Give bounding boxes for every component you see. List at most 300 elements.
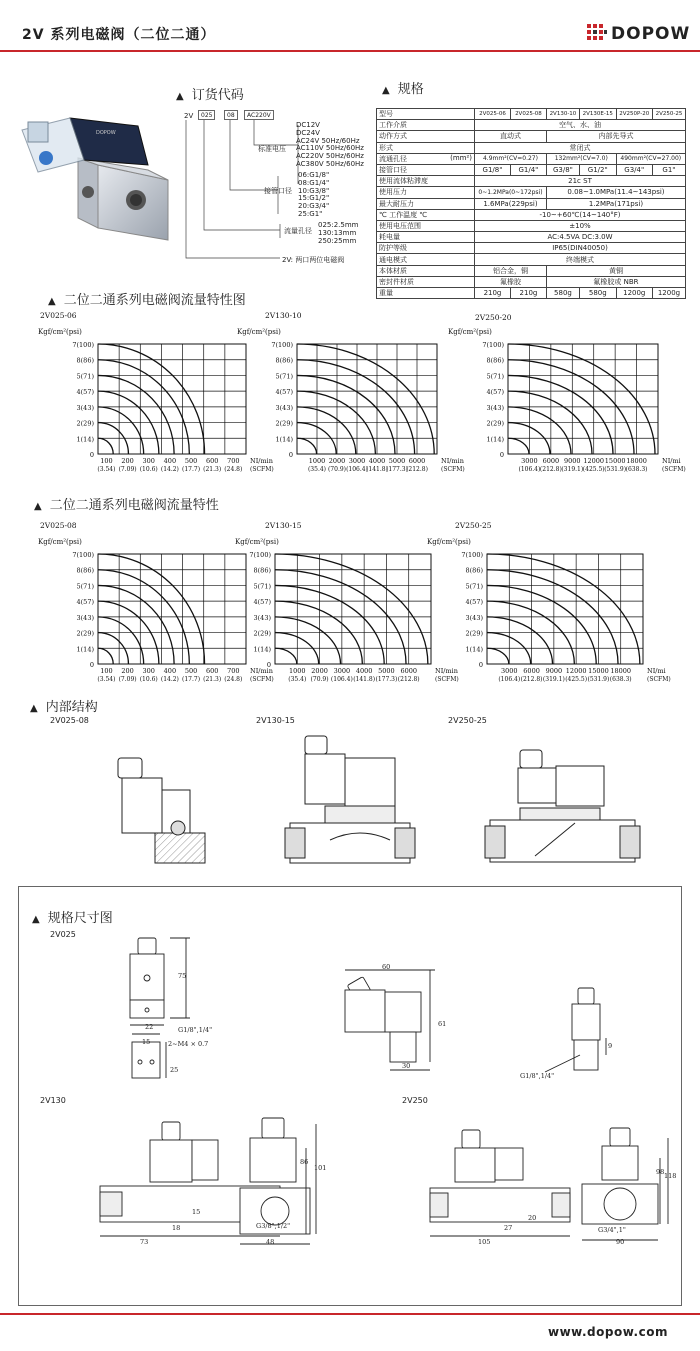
y-tick-label: 8(86) (76, 356, 94, 365)
orifice-label: 流量孔径 (284, 227, 312, 235)
port-option: 08:G1/4" (298, 178, 330, 187)
x-tick-sublabel: (24.8) (224, 676, 243, 683)
dim-model-label: 2V025 (50, 930, 76, 939)
footer-rule (0, 1313, 700, 1315)
dim-label: 105 (478, 1238, 491, 1246)
spec-key (377, 153, 475, 164)
x-tick-label: 1000 (308, 457, 326, 465)
spec-value: 1200g (616, 288, 652, 299)
x-axis-label: NI/min (435, 667, 458, 675)
x-tick-sublabel: (17.7) (182, 676, 201, 683)
port-option: 10:G3/8" (298, 186, 330, 195)
x-tick-sublabel: (70.9) (327, 466, 347, 473)
spec-key: 最大耐压力 (377, 198, 475, 209)
x-tick-sublabel: (35.4) (288, 676, 307, 683)
chart-title: 2V250-20 (475, 313, 512, 322)
flow-curve (98, 438, 113, 454)
y-tick-label: 1(14) (76, 435, 94, 444)
x-tick-label: 600 (205, 457, 219, 465)
y-axis-label: Kgf/cm²(psi) (448, 328, 492, 336)
x-tick-sublabel: (17.7) (182, 466, 201, 473)
spec-key: ℃ 工作温度 ℃ (377, 209, 475, 220)
spec-table (376, 108, 686, 299)
x-tick-label: 6000 (542, 457, 560, 465)
x-tick-label: 12000 (583, 457, 605, 465)
x-tick-sublabel: (3.54) (97, 466, 116, 473)
spec-value: 0.08~1.0MPa(11.4~143psi) (546, 187, 685, 198)
spec-value: 1.2MPa(171psi) (546, 198, 685, 209)
code-prefix: 2V (184, 112, 194, 120)
port-option: 06:G1/8" (298, 171, 330, 179)
x-tick-label: 15000 (588, 667, 609, 675)
spec-row (377, 176, 686, 187)
y-tick-label: 3(43) (76, 613, 94, 622)
x-tick-sublabel: (14.2) (160, 676, 179, 683)
spec-cell: 2V025-08 (510, 109, 546, 120)
x-tick-label: 300 (142, 457, 155, 465)
spec-key: 防护等级 (377, 243, 475, 254)
voltage-option: AC24V 50Hz/60Hz (296, 136, 360, 145)
spec-value: 空气、水、油 (475, 120, 686, 131)
spec-value: G1/4" (510, 164, 546, 175)
x-tick-label: 9000 (564, 457, 581, 465)
port-option: 20:G3/4" (298, 202, 330, 211)
y-tick-label: 7(100) (72, 341, 94, 349)
spec-row (377, 153, 686, 164)
y-tick-label: 2(29) (76, 419, 94, 428)
dim-label: G1/8",1/4" (178, 1026, 213, 1034)
chart-title: 2V130-15 (265, 521, 302, 530)
x-tick-label: 100 (100, 457, 113, 465)
x-tick-label: 6000 (523, 667, 540, 675)
spec-value: -10~+60℃(14~140°F) (475, 209, 686, 220)
x-tick-label: 3000 (521, 457, 538, 465)
dim-label: 61 (438, 1020, 447, 1028)
chart-title: 2V025-06 (40, 311, 77, 320)
y-tick-label: 2(29) (253, 629, 271, 638)
product-photo (8, 100, 178, 260)
spec-value: 终端模式 (475, 254, 686, 265)
orifice-options (318, 222, 359, 245)
port-option: 15:G1/2" (298, 194, 330, 203)
y-tick-label: 5(71) (486, 372, 504, 381)
dim-label: 30 (402, 1062, 411, 1070)
y-axis-label: Kgf/cm²(psi) (427, 538, 471, 546)
spec-row (377, 232, 686, 243)
x-tick-label: 5000 (388, 457, 406, 465)
x-tick-label: 2000 (328, 457, 346, 465)
triangle-icon: ▲ (48, 296, 56, 307)
flow-chart-title-2: ▲ 二位二通系列电磁阀流量特性 (34, 498, 219, 513)
x-tick-label: 9000 (545, 667, 563, 675)
x-tick-label: 18000 (626, 457, 647, 465)
flow-curve (98, 617, 144, 664)
x-tick-label: 200 (121, 667, 134, 675)
internal-title: ▲ 内部结构 (30, 700, 98, 715)
dim-model-label: 2V250 (402, 1096, 428, 1105)
triangle-icon: ▲ (30, 703, 38, 714)
x-tick-sublabel: (10.6) (139, 676, 158, 683)
flow-curve (508, 407, 571, 454)
spec-value: G3/8" (546, 164, 579, 175)
y-tick-label: 3(43) (76, 403, 94, 412)
y-tick-label: 2(29) (465, 629, 483, 638)
y-tick-label: 5(71) (253, 582, 271, 591)
internal-model-label: 2V250-25 (448, 716, 487, 725)
order-code-title: ▲ 订货代码 (176, 88, 244, 103)
spec-value: 铝合金，铜 (475, 265, 547, 276)
x-axis-label: NI/min (441, 457, 464, 465)
x-tick-sublabel: (10.6) (139, 466, 158, 473)
y-tick-label: 5(71) (76, 582, 94, 591)
x-axis-label: (SCFM) (647, 676, 671, 683)
spec-row (377, 276, 686, 287)
flow-curve (297, 407, 356, 454)
dim-label: 20 (528, 1214, 537, 1222)
y-tick-label: 8(86) (253, 566, 271, 575)
voltage-option: AC110V 50Hz/60Hz (296, 144, 364, 153)
orifice-option: 025:2.5mm (318, 221, 359, 229)
spec-key: 接管口径 (377, 164, 475, 175)
dim-label: 86 (300, 1158, 309, 1166)
voltage-option: DC12V (296, 121, 320, 129)
chart-title: 2V250-25 (455, 521, 492, 530)
spec-value: 1200g (652, 288, 685, 299)
y-tick-label: 4(57) (465, 598, 483, 607)
spec-value: 210g (510, 288, 546, 299)
triangle-icon: ▲ (34, 501, 42, 512)
x-tick-sublabel: (141.8) (353, 676, 376, 683)
y-tick-label: 0 (499, 451, 504, 459)
x-tick-sublabel: (531.9) (604, 466, 627, 473)
x-tick-sublabel: (141.8) (366, 466, 388, 473)
spec-key: 重量 (377, 288, 475, 299)
flow-chart-title-1: ▲ 二位二通系列电磁阀流量特性图 (48, 293, 246, 308)
dim-label: 22 (145, 1023, 154, 1031)
y-tick-label: 5(71) (76, 372, 94, 381)
dim-label: 9 (608, 1042, 613, 1050)
x-axis-label: (SCFM) (662, 466, 686, 473)
spec-key: 本体材质 (377, 265, 475, 276)
x-tick-sublabel: (106.4) (498, 676, 521, 683)
x-axis-label: NI/min (250, 457, 273, 465)
spec-value: AC:4.5VA DC:3.0W (475, 232, 686, 243)
spec-row (377, 209, 686, 220)
y-tick-label: 7(100) (271, 341, 293, 349)
spec-value: 0~1.2MPa(0~172psi) (475, 187, 547, 198)
x-tick-label: 2000 (311, 667, 328, 675)
port-label: 接管口径 (264, 187, 292, 195)
dim-label: 15 (192, 1208, 201, 1216)
flow-curve (487, 617, 553, 664)
x-tick-sublabel: (35.4) (307, 466, 327, 473)
dim-label: 18 (172, 1224, 181, 1232)
x-tick-label: 600 (205, 667, 219, 675)
dim-label: 90 (616, 1238, 625, 1246)
x-tick-label: 5000 (378, 667, 395, 675)
spec-value: 内部先导式 (546, 131, 685, 142)
flow-curve (275, 648, 297, 664)
spec-value: 580g (579, 288, 616, 299)
spec-value: 210g (475, 288, 511, 299)
x-axis-label: NI/min (250, 667, 273, 675)
y-tick-label: 4(57) (253, 598, 271, 607)
x-axis-label: (SCFM) (435, 676, 459, 683)
chart-title: 2V025-08 (40, 521, 77, 530)
flow-curve (297, 438, 317, 454)
dim-label: 101 (314, 1164, 327, 1172)
orifice-option: 250:25mm (318, 236, 357, 245)
x-tick-sublabel: (531.9) (587, 676, 610, 683)
y-tick-label: 8(86) (486, 356, 504, 365)
port-option: 25:G1" (298, 209, 323, 218)
y-tick-label: 2(29) (275, 419, 293, 428)
spec-row (377, 142, 686, 153)
spec-row (377, 288, 686, 299)
brand-logo (586, 22, 691, 46)
flow-curve (98, 648, 113, 664)
y-tick-label: 7(100) (461, 551, 483, 559)
code-box-orifice: 025 (198, 110, 215, 120)
flow-chart-2v250-20 (450, 308, 690, 493)
flow-chart-2v025-06 (30, 308, 274, 493)
y-tick-label: 2(29) (76, 629, 94, 638)
dimensions-title: ▲ 规格尺寸图 (32, 911, 113, 926)
x-tick-label: 700 (227, 457, 240, 465)
x-tick-sublabel: (24.8) (224, 466, 243, 473)
spec-row (377, 265, 686, 276)
x-tick-label: 12000 (565, 667, 587, 675)
flow-curve (508, 438, 529, 454)
spec-value: IP65(DIN40050) (475, 243, 686, 254)
spec-key: 动作方式 (377, 131, 475, 142)
dopow-logo-icon (586, 23, 608, 45)
spec-value: 氟橡胶或 NBR (546, 276, 685, 287)
dim-label: 48 (266, 1238, 275, 1246)
voltage-option: AC380V 50Hz/60Hz (296, 159, 364, 168)
y-axis-label: Kgf/cm²(psi) (38, 328, 82, 336)
y-tick-label: 3(43) (486, 403, 504, 412)
spec-key: 使用流体粘滞度 (377, 176, 475, 187)
spec-key: 使用电压范围 (377, 220, 475, 231)
spec-value: 132mm²(CV=7.0) (546, 153, 616, 164)
y-tick-label: 8(86) (275, 356, 293, 365)
spec-key: 通电模式 (377, 254, 475, 265)
header-rule (0, 50, 700, 52)
y-tick-label: 2(29) (486, 419, 504, 428)
y-tick-label: 1(14) (76, 645, 94, 654)
spec-value: 1.6MPa(229psi) (475, 198, 547, 209)
x-tick-sublabel: (106.4) (330, 676, 353, 683)
spec-value: 直动式 (475, 131, 547, 142)
y-tick-label: 4(57) (76, 388, 94, 397)
x-tick-sublabel: (3.54) (97, 676, 116, 683)
dim-label: 2~M4 × 0.7 (168, 1040, 209, 1048)
spec-value: 580g (546, 288, 579, 299)
y-tick-label: 7(100) (482, 341, 504, 349)
port-options (298, 172, 329, 219)
spec-value: 21c ST (475, 176, 686, 187)
spec-value: ±10% (475, 220, 686, 231)
y-tick-label: 0 (89, 661, 94, 669)
y-axis-label: Kgf/cm²(psi) (237, 328, 281, 336)
spec-row (377, 220, 686, 231)
spec-key: 形式 (377, 142, 475, 153)
dim-label: 75 (178, 972, 187, 980)
x-axis-label: (SCFM) (250, 466, 274, 473)
dim-drawing-2v130-2v250 (90, 1108, 670, 1258)
y-tick-label: 3(43) (465, 613, 483, 622)
x-tick-sublabel: (7.09) (118, 676, 137, 683)
x-tick-sublabel: (212.8) (397, 676, 420, 683)
voltage-option: DC24V (296, 128, 320, 137)
spec-cell: 2V130E-15 (579, 109, 616, 120)
x-tick-sublabel: (425.5) (565, 676, 588, 683)
x-tick-sublabel: (70.9) (310, 676, 329, 683)
spec-value: 490mm²(CV=27.00) (616, 153, 685, 164)
y-tick-label: 8(86) (465, 566, 483, 575)
x-tick-label: 300 (142, 667, 155, 675)
x-tick-label: 200 (121, 457, 134, 465)
x-tick-sublabel: (106.4) (518, 466, 541, 473)
x-tick-label: 100 (100, 667, 113, 675)
dim-label: 98 (656, 1168, 665, 1176)
brand-name: DOPOW (611, 24, 691, 44)
dim-label: 15 (142, 1038, 151, 1046)
x-tick-label: 500 (184, 667, 198, 675)
spec-key: 使用压力 (377, 187, 475, 198)
spec-value: 常闭式 (475, 142, 686, 153)
x-axis-label: NI/mi (662, 457, 681, 465)
x-tick-sublabel: (177.3) (386, 466, 408, 473)
dim-label: 25 (170, 1066, 179, 1074)
flow-chart-2v025-08 (30, 518, 274, 698)
y-tick-label: 0 (478, 661, 483, 669)
spec-row (377, 164, 686, 175)
x-tick-sublabel: (319.1) (561, 466, 584, 473)
spec-cell: 2V250P-20 (616, 109, 652, 120)
y-axis-label: Kgf/cm²(psi) (38, 538, 82, 546)
spec-value: G1" (652, 164, 685, 175)
x-tick-label: 3000 (333, 667, 351, 675)
x-tick-label: 1000 (289, 667, 306, 675)
dim-label: 60 (382, 963, 391, 971)
spec-title: ▲ 规格 (382, 82, 424, 97)
spec-cell: 2V130-10 (546, 109, 579, 120)
x-tick-sublabel: (14.2) (160, 466, 179, 473)
page-title: 2V 系列电磁阀（二位二通） (22, 27, 216, 43)
spec-key: 工作介质 (377, 120, 475, 131)
svg-text:DOPOW: DOPOW (96, 130, 116, 136)
x-tick-sublabel: (177.3) (375, 676, 398, 683)
internal-model-label: 2V130-15 (256, 716, 295, 725)
flow-curve (98, 407, 144, 454)
internal-model-label: 2V025-08 (50, 716, 89, 725)
y-tick-label: 1(14) (465, 645, 483, 654)
y-tick-label: 4(57) (486, 388, 504, 397)
flow-chart-2v250-25 (425, 518, 690, 698)
x-tick-sublabel: (21.3) (203, 676, 222, 683)
x-tick-label: 400 (163, 457, 177, 465)
x-axis-label: (SCFM) (441, 466, 465, 473)
spec-cell: 2V025-06 (475, 109, 511, 120)
x-tick-sublabel: (212.8) (406, 466, 428, 473)
internal-structure-drawings (100, 728, 660, 878)
y-tick-label: 1(14) (275, 435, 293, 444)
spec-value: G1/2" (579, 164, 616, 175)
spec-cell: 型号 (377, 109, 475, 120)
y-tick-label: 0 (89, 451, 94, 459)
dim-label: 73 (140, 1238, 149, 1246)
spec-row (377, 131, 686, 142)
y-tick-label: 5(71) (465, 582, 483, 591)
spec-row (377, 120, 686, 131)
x-tick-label: 3000 (348, 457, 366, 465)
y-tick-label: 8(86) (76, 566, 94, 575)
dim-label: G3/8",1/2" (256, 1222, 291, 1230)
x-tick-sublabel: (425.5) (582, 466, 605, 473)
voltage-options (296, 122, 364, 169)
x-tick-label: 15000 (604, 457, 626, 465)
x-tick-label: 4000 (355, 667, 373, 675)
x-tick-label: 6000 (400, 667, 417, 675)
y-tick-label: 4(57) (275, 388, 293, 397)
y-tick-label: 7(100) (72, 551, 94, 559)
type-label: 2V: 两口两位电磁阀 (282, 256, 345, 264)
dim-label: G1/8",1/4" (520, 1072, 555, 1080)
x-tick-label: 700 (227, 667, 240, 675)
x-tick-label: 4000 (368, 457, 386, 465)
x-tick-label: 500 (184, 457, 198, 465)
dim-label: 27 (504, 1224, 513, 1232)
spec-row (377, 243, 686, 254)
triangle-icon: ▲ (32, 914, 40, 925)
spec-row (377, 187, 686, 198)
spec-value: G1/8" (475, 164, 511, 175)
y-tick-label: 3(43) (275, 403, 293, 412)
chart-title: 2V130-10 (265, 311, 302, 320)
x-tick-label: 6000 (408, 457, 426, 465)
y-tick-label: 1(14) (486, 435, 504, 444)
spec-value: 4.9mm²(CV=0.27) (475, 153, 547, 164)
y-tick-label: 3(43) (253, 613, 271, 622)
dim-label: 118 (664, 1172, 677, 1180)
y-tick-label: 5(71) (275, 372, 293, 381)
flow-curve (275, 617, 341, 664)
x-tick-label: 18000 (610, 667, 632, 675)
x-tick-sublabel: (638.3) (625, 466, 648, 473)
orifice-option: 130:13mm (318, 228, 357, 237)
x-tick-sublabel: (106.4) (346, 466, 368, 473)
spec-row (377, 254, 686, 265)
code-box-voltage: AC220V (244, 110, 274, 120)
voltage-label: 标准电压 (258, 145, 286, 153)
code-box-port: 08 (224, 110, 238, 120)
dim-model-label: 2V130 (40, 1096, 66, 1105)
x-tick-label: 400 (163, 667, 177, 675)
x-tick-sublabel: (638.3) (609, 676, 632, 683)
x-tick-sublabel: (21.3) (203, 466, 222, 473)
y-tick-label: 0 (266, 661, 271, 669)
spec-value: G3/4" (616, 164, 652, 175)
spec-value: 黄铜 (546, 265, 685, 276)
spec-header-row (377, 109, 686, 120)
x-axis-label: (SCFM) (250, 676, 274, 683)
y-tick-label: 4(57) (76, 598, 94, 607)
x-tick-sublabel: (212.8) (539, 466, 562, 473)
spec-cell: 2V250-25 (652, 109, 685, 120)
dim-label: G3/4",1" (598, 1226, 626, 1234)
